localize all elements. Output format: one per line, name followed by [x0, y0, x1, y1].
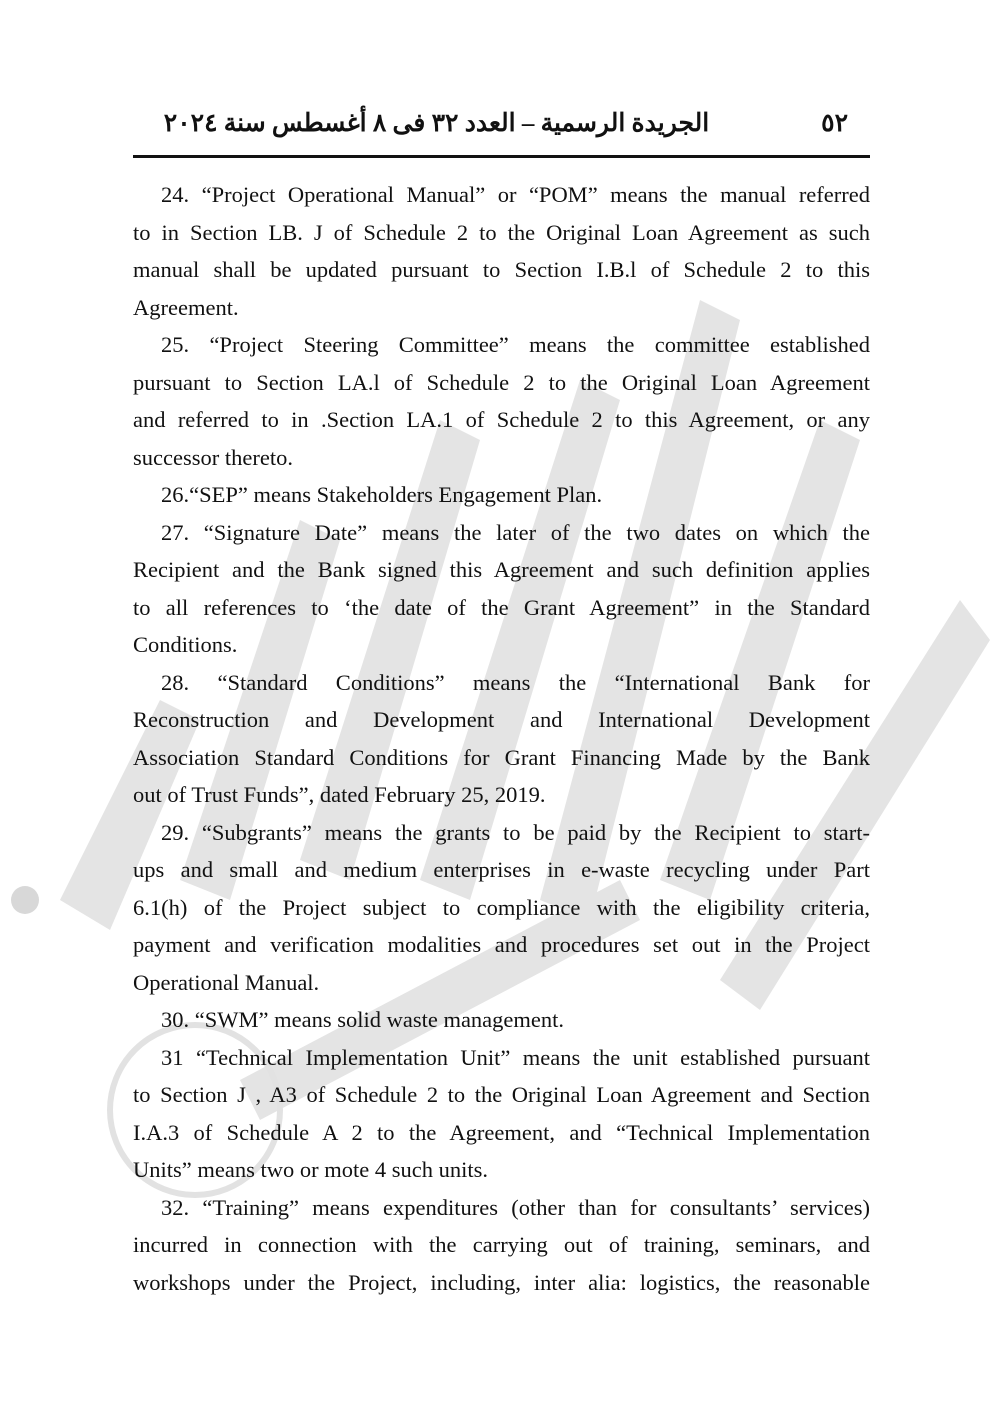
definition-paragraph	[133, 664, 870, 814]
text-line: 30. “SWM” means solid waste management.	[161, 1007, 565, 1032]
page-header	[133, 108, 870, 148]
text-line: Recipient and the Bank signed this Agreement and such definition applies	[133, 557, 870, 582]
text-line: 28. “Standard Conditions” means the “International Bank for	[161, 669, 870, 695]
definition-paragraph	[133, 1001, 870, 1039]
text-line: Operational Manual.	[133, 969, 320, 995]
text-line: payment and verification modalities and procedures set out in the Project	[133, 932, 870, 957]
text-line: Agreement.	[133, 294, 239, 320]
text-line: pursuant to Section LA.l of Schedule 2 to the Original Loan Agreement	[133, 369, 870, 395]
text-line: 32. “Training” means expenditures (other than for consultants’ services)	[161, 1194, 870, 1220]
page-number: ٥٢	[821, 110, 848, 137]
definition-paragraph	[133, 176, 870, 326]
text-line: I.A.3 of Schedule A 2 to the Agreement, and “Technical Implementation	[133, 1119, 870, 1145]
text-line: manual shall be updated pursuant to Section I.B.l of Schedule 2 to this	[133, 257, 870, 282]
text-line: and referred to in .Section LA.1 of Schedule 2 to this Agreement, or any	[133, 407, 870, 432]
text-line: Reconstruction and Development and International Development	[133, 707, 870, 732]
gazette-title: الجريدة الرسمية – العدد ٣٢ فى ٨ أغسطس سنة ٢٠٢٤	[163, 110, 710, 137]
text-line: Association Standard Conditions for Grant Financing Made by the Bank	[133, 744, 870, 770]
text-line: 29. “Subgrants” means the grants to be paid by the Recipient to start-	[161, 819, 870, 845]
text-line: workshops under the Project, including, inter alia: logistics, the reasonable	[133, 1269, 870, 1295]
text-line: Units” means two or mote 4 such units.	[133, 1157, 488, 1182]
definition-paragraph	[133, 514, 870, 664]
text-line: to all references to ‘the date of the Grant Agreement” in the Standard	[133, 594, 870, 620]
text-line: 25. “Project Steering Committee” means the committee established	[161, 332, 870, 357]
text-line: incurred in connection with the carrying out of training, seminars, and	[133, 1232, 870, 1257]
text-line: 24. “Project Operational Manual” or “POM” means the manual referred	[161, 182, 870, 207]
definition-paragraph	[133, 476, 870, 514]
text-line: successor thereto.	[133, 444, 293, 470]
text-line: 26.“SEP” means Stakeholders Engagement Plan.	[161, 482, 603, 507]
text-line: out of Trust Funds”, dated February 25, 2019.	[133, 782, 546, 807]
text-line: ups and small and medium enterprises in e-waste recycling under Part	[133, 857, 870, 882]
header-rule	[133, 155, 870, 158]
definition-paragraph	[133, 326, 870, 476]
text-line: to in Section LB. J of Schedule 2 to the Original Loan Agreement as such	[133, 219, 870, 245]
definition-paragraph	[133, 1039, 870, 1189]
text-line: Conditions.	[133, 632, 238, 657]
document-body	[133, 176, 870, 1301]
text-line: 31 “Technical Implementation Unit” means the unit established pursuant	[161, 1044, 870, 1070]
text-line: 6.1(h) of the Project subject to compliance with the eligibility criteria,	[133, 894, 870, 920]
definition-paragraph	[133, 814, 870, 1002]
definition-paragraph	[133, 1189, 870, 1302]
text-line: 27. “Signature Date” means the later of the two dates on which the	[161, 519, 870, 545]
text-line: to Section J , A3 of Schedule 2 to the Original Loan Agreement and Section	[133, 1082, 870, 1107]
